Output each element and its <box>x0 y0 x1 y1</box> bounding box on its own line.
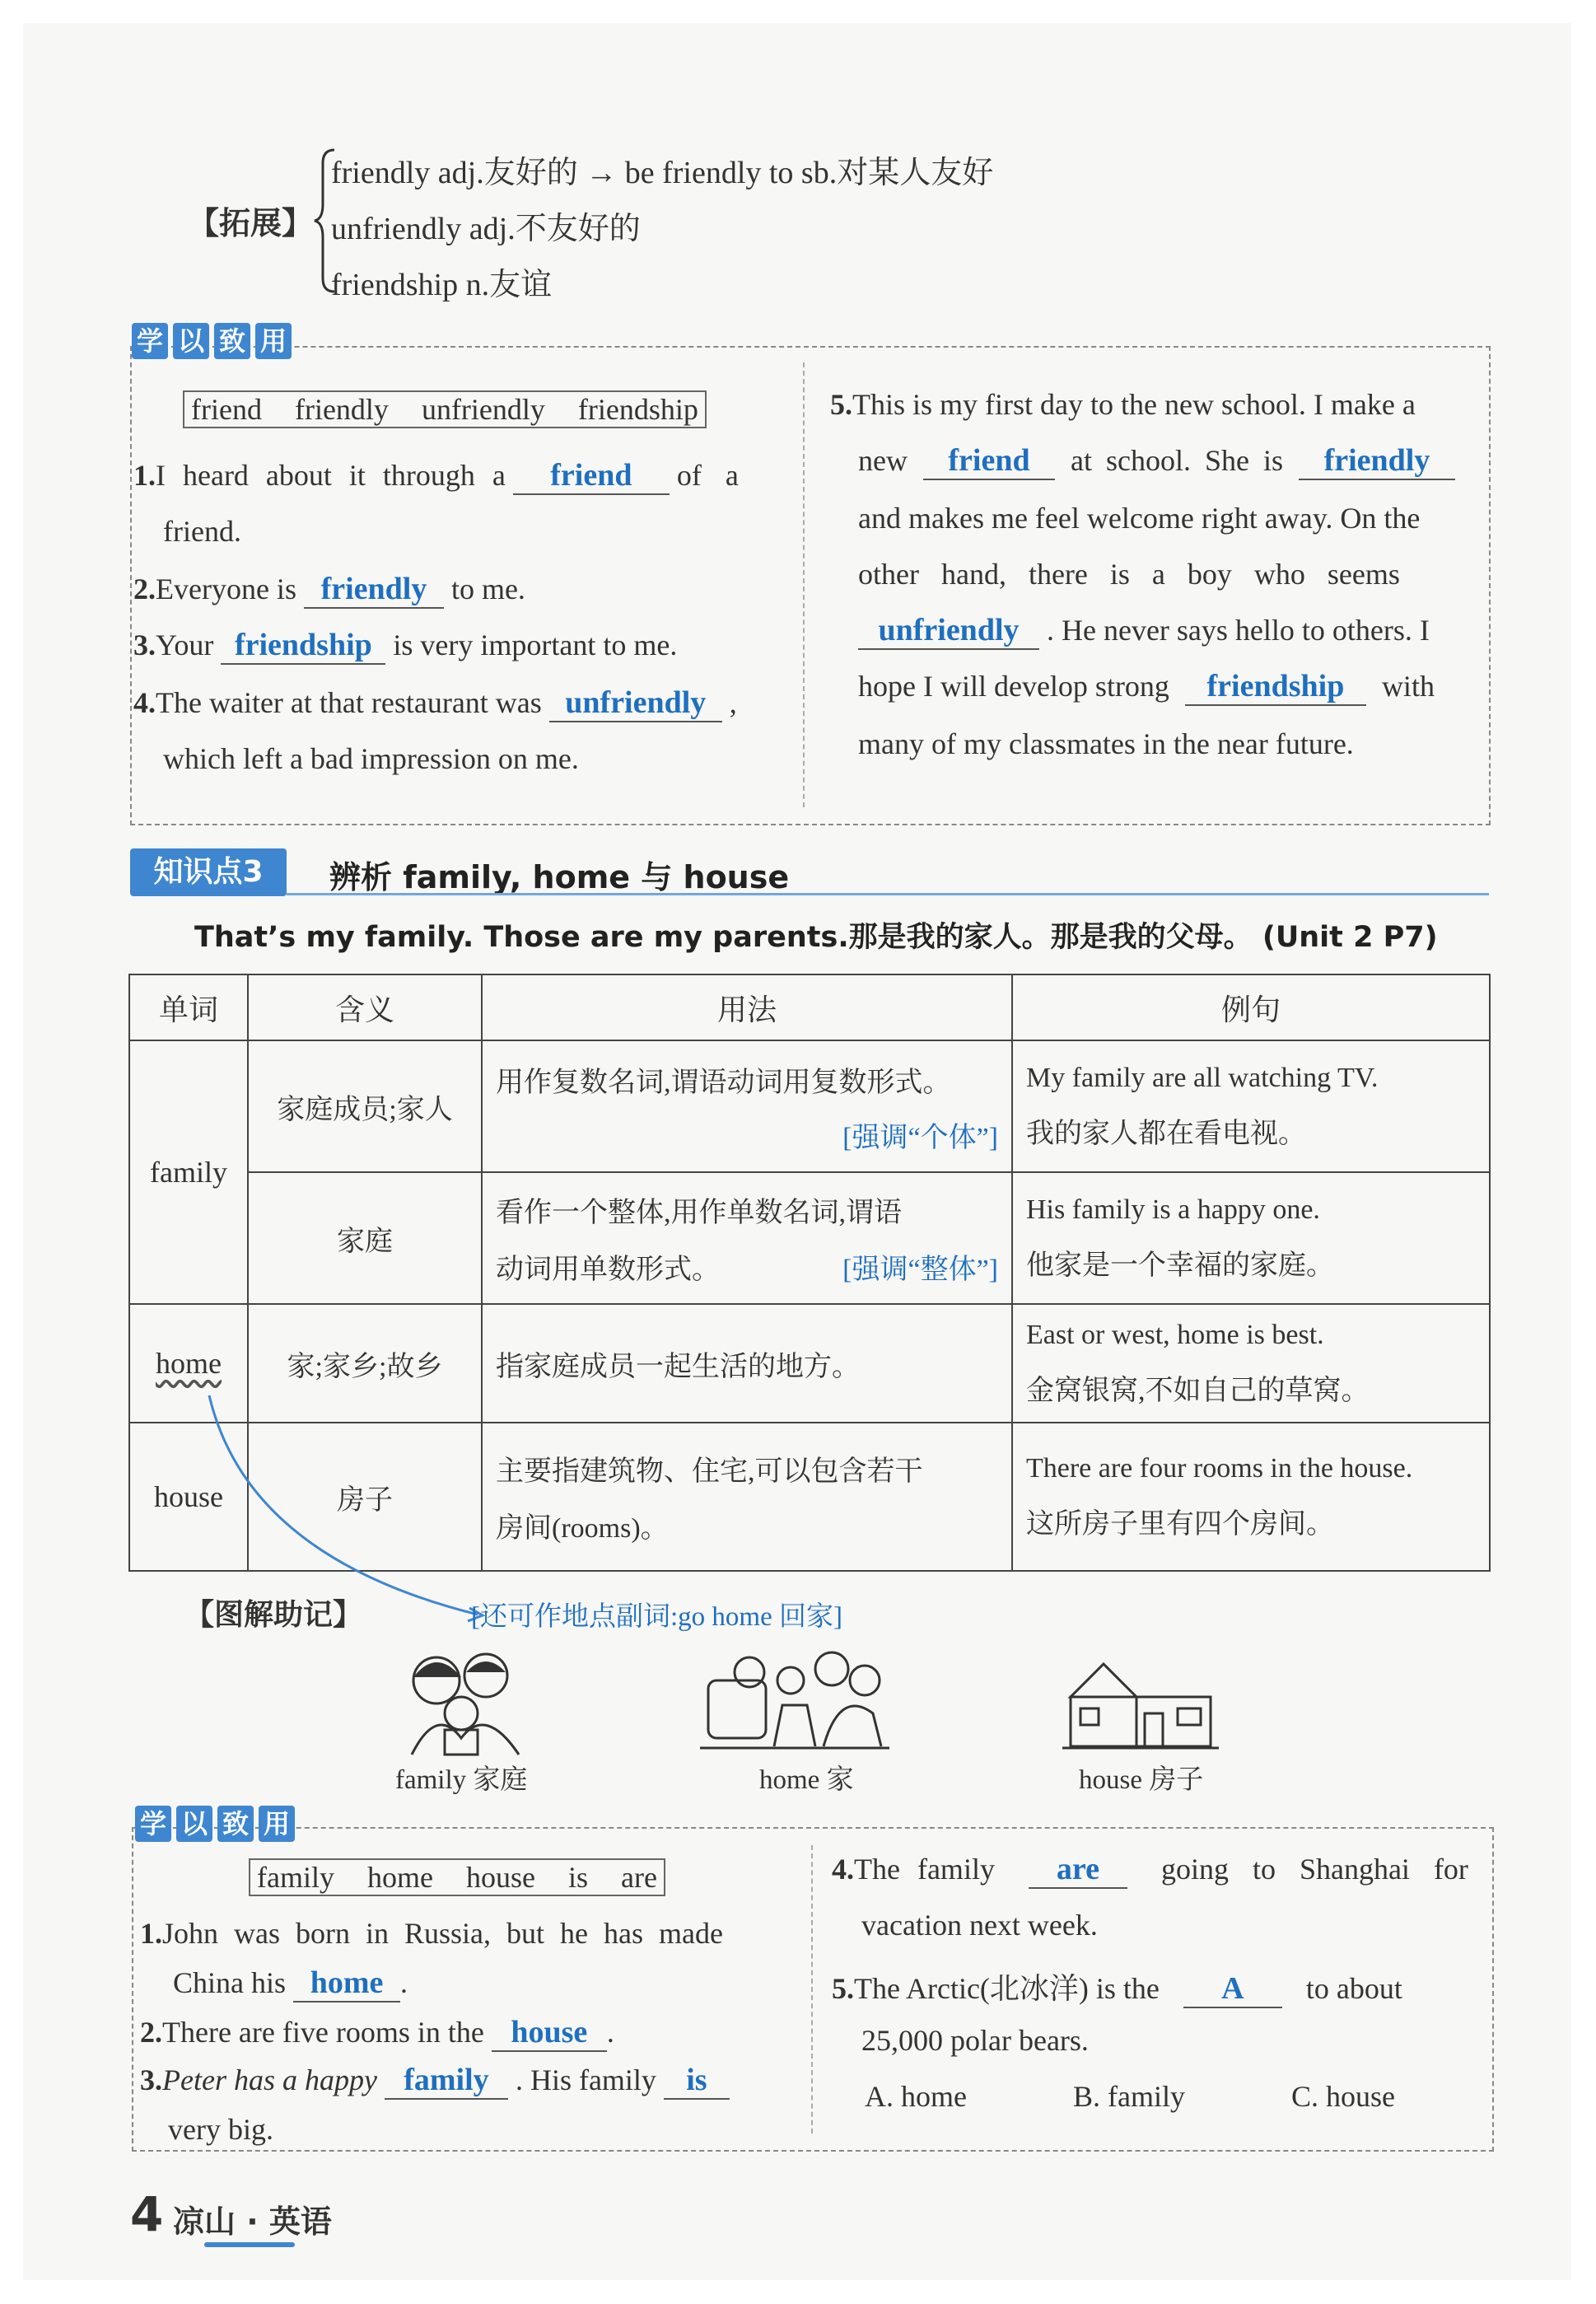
p1-q5-answer-3[interactable]: unfriendly <box>858 614 1039 650</box>
practice1-badge: 学 以 致 用 <box>132 323 296 359</box>
p1-q4: 4.The waiter at that restaurant was unfriendly , <box>133 685 737 722</box>
p1-q5-line6: hope I will develop strong friendship with <box>858 669 1435 706</box>
r3-example: East or west, home is best. 金窝银窝,不如自己的草窝。 <box>1012 1304 1490 1423</box>
expand-line-1: friendly adj.友好的 → be friendly to sb.对某人友好 <box>331 156 994 190</box>
home-illustration-icon <box>700 1647 889 1755</box>
p1-q1-answer[interactable]: friend <box>513 459 670 495</box>
cell-house: house <box>129 1423 248 1571</box>
r2-usage: 看作一个整体,用作单数名词,谓语 动词用单数形式。 [强调“整体”] <box>482 1172 1012 1304</box>
p2-q3-answer-1[interactable]: family <box>385 2063 508 2100</box>
th-example: 例句 <box>1012 974 1490 1040</box>
r3-meaning: 家;家乡;故乡 <box>248 1304 482 1423</box>
p2-q4-cont: vacation next week. <box>861 1909 1098 1942</box>
cell-home: home <box>129 1304 248 1423</box>
r1-usage: 用作复数名词,谓语动词用复数形式。 [强调“个体”] <box>482 1040 1012 1172</box>
expand-label: 【拓展】 <box>188 205 314 241</box>
p2-q3-answer-2[interactable]: is <box>664 2063 730 2100</box>
p2-q4: 4.The family are going to Shanghai for <box>832 1852 1468 1889</box>
r3-usage: 指家庭成员一起生活的地方。 <box>482 1304 1012 1423</box>
r1-example: My family are all watching TV. 我的家人都在看电视。 <box>1012 1040 1490 1172</box>
footer-accent <box>204 2242 295 2247</box>
point3-example: That’s my family. Those are my parents.那是我的家人。那是我的父母。 (Unit 2 P7) <box>194 921 1438 954</box>
p1-q2-answer[interactable]: friendly <box>304 572 444 609</box>
r4-usage: 主要指建筑物、住宅,可以包含若干 房间(rooms)。 <box>482 1423 1012 1571</box>
p2-q2-answer[interactable]: house <box>492 2016 607 2052</box>
th-usage: 用法 <box>482 974 1012 1040</box>
p1-q1: 1.I heard about it through a friend of a <box>133 458 739 495</box>
p2-q3: 3.Peter has a happy family . His family is <box>140 2063 730 2100</box>
point3-title: 辨析 family, home 与 house <box>329 859 790 895</box>
p1-q5-answer-4[interactable]: friendship <box>1185 670 1366 706</box>
p1-q2: 2.Everyone is friendly to me. <box>133 572 525 609</box>
p2-q1-cont: China his home . <box>173 1965 408 2003</box>
r1-meaning: 家庭成员;家人 <box>248 1040 482 1172</box>
th-meaning: 含义 <box>248 974 482 1040</box>
caption-house: house 房子 <box>1079 1765 1204 1795</box>
p1-q4-answer[interactable]: unfriendly <box>549 686 722 722</box>
option-c[interactable]: C. house <box>1290 2080 1395 2113</box>
option-b[interactable]: B. family <box>1072 2080 1185 2113</box>
p2-q3-cont: very big. <box>168 2113 273 2146</box>
practice2-badge: 学 以 致 用 <box>135 1806 300 1842</box>
p1-q5-line4: other hand, there is a boy who seems <box>858 558 1400 591</box>
p1-q3: 3.Your friendship is very important to me. <box>133 628 677 665</box>
p1-q5-line7: many of my classmates in the near future. <box>858 727 1354 760</box>
p2-q5-cont: 25,000 polar bears. <box>861 2024 1089 2057</box>
expand-line-3: friendship n.友谊 <box>331 268 553 302</box>
point3-rule <box>287 893 1489 895</box>
p2-q4-answer[interactable]: are <box>1029 1853 1127 1889</box>
p2-q5-answer[interactable]: A <box>1183 1972 1282 2008</box>
p1-q5-answer-2[interactable]: friendly <box>1299 444 1455 480</box>
p1-q3-answer[interactable]: friendship <box>221 629 385 665</box>
page-number: 4 <box>130 2186 164 2242</box>
word-bank-1: friend friendly unfriendly friendship <box>183 390 707 428</box>
p1-q5-line1: 5.This is my first day to the new school. I make a <box>830 388 1416 421</box>
p2-q1-answer[interactable]: home <box>293 1966 400 2003</box>
diagram-label: 【图解助记】 <box>184 1598 363 1632</box>
practice1-divider <box>803 362 805 807</box>
p2-q2: 2.There are five rooms in the house . <box>140 2015 614 2052</box>
word-bank-2: family home house is are <box>249 1858 665 1896</box>
p1-q5-line2: new friend at school. She is friendly <box>858 443 1455 480</box>
r2-meaning: 家庭 <box>248 1172 482 1304</box>
footer-title: 凉山 · 英语 <box>173 2204 332 2240</box>
option-a[interactable]: A. home <box>865 2080 967 2113</box>
p1-q5-line3: and makes me feel welcome right away. On the <box>858 502 1421 535</box>
r2-example: His family is a happy one. 他家是一个幸福的家庭。 <box>1012 1172 1490 1304</box>
caption-family: family 家庭 <box>395 1765 528 1795</box>
r4-example: There are four rooms in the house. 这所房子里有四个房间。 <box>1012 1423 1490 1571</box>
family-illustration-icon <box>395 1647 535 1763</box>
cell-family: family <box>129 1040 248 1304</box>
p2-q1: 1.John was born in Russia, but he has made <box>140 1917 723 1950</box>
p2-q5-options <box>865 2079 1395 2114</box>
p1-q4-cont: which left a bad impression on me. <box>163 742 579 775</box>
caption-home: home 家 <box>759 1765 854 1795</box>
th-word: 单词 <box>129 974 248 1040</box>
house-illustration-icon <box>1062 1656 1219 1750</box>
expand-line-2: unfriendly adj.不友好的 <box>331 212 641 246</box>
p1-q1-cont: friend. <box>163 515 241 548</box>
practice2-divider <box>811 1845 813 2133</box>
p2-q5: 5.The Arctic(北冰洋) is the A to about <box>832 1965 1402 2008</box>
diagram-note: [还可作地点副词:go home 回家] <box>471 1602 842 1632</box>
point3-badge: 知识点3 <box>130 848 287 896</box>
p1-q5-line5: unfriendly . He never says hello to others. I <box>858 613 1430 650</box>
r4-meaning: 房子 <box>248 1423 482 1571</box>
p1-q5-answer-1[interactable]: friend <box>923 444 1055 480</box>
